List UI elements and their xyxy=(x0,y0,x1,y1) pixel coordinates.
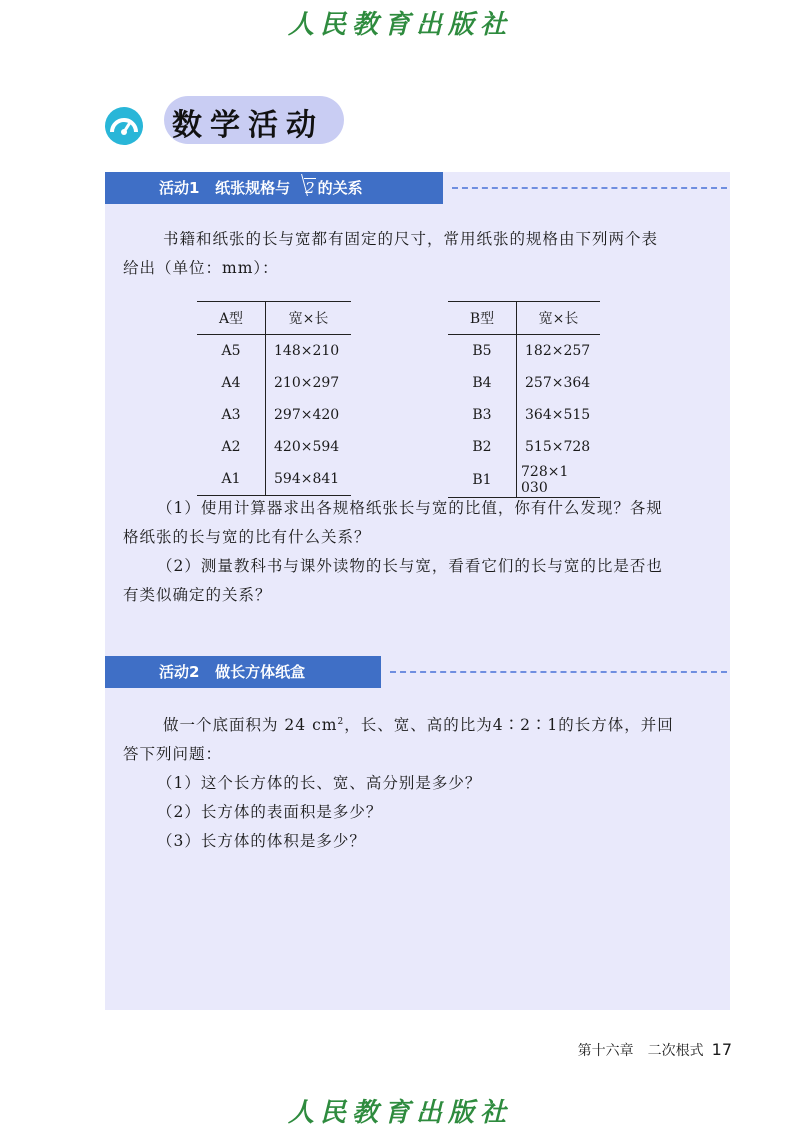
table-cell: A5 xyxy=(197,335,266,368)
section-header xyxy=(100,96,360,152)
activity2-intro-a: 做一个底面积为 24 cm xyxy=(163,716,338,735)
table-cell: 364×515 xyxy=(525,407,591,423)
table-cell: 182×257 xyxy=(525,343,591,359)
question2-line1: （2）测量教科书与课外读物的长与宽，看看它们的长与宽的比是否也 xyxy=(157,557,663,575)
table-cell: 728×1 030 xyxy=(517,463,601,498)
table-b-sizes xyxy=(448,301,600,498)
question2-line2: 有类似确定的关系？ xyxy=(123,586,272,604)
table-cell: B4 xyxy=(448,367,517,399)
table-b-header-type: B型 xyxy=(448,302,517,335)
question1-line2: 格纸张的长与宽的比有什么关系？ xyxy=(123,528,371,546)
table-cell: A4 xyxy=(197,367,266,399)
activity2-intro-b: ，长、宽、高的比为4∶2∶1的长方体，并回 xyxy=(344,716,674,735)
activity2-question2: （2）长方体的表面积是多少？ xyxy=(157,803,383,822)
activity2-intro-sup: 2 xyxy=(337,717,345,727)
activity1-intro-line2: 给出（单位：mm）： xyxy=(123,259,279,277)
activity1-questions xyxy=(123,494,723,610)
activity1-intro-line1: 书籍和纸张的长与宽都有固定的尺寸，常用纸张的规格由下列两个表 xyxy=(163,230,659,248)
section-title: 数学活动 xyxy=(172,108,324,143)
activity2-label: 活动2 xyxy=(159,663,200,681)
table-row xyxy=(448,335,600,368)
activity-icon xyxy=(104,106,144,146)
table-cell: 210×297 xyxy=(274,375,340,391)
table-a-sizes xyxy=(197,301,351,496)
table-cell: 148×210 xyxy=(274,343,340,359)
page-number: 17 xyxy=(711,1040,732,1059)
table-row xyxy=(197,367,351,399)
table-cell: 594×841 xyxy=(266,463,352,496)
publisher-logo-bottom: 人民教育出版社 xyxy=(287,1098,512,1128)
activity1-title-after: 的关系 xyxy=(317,179,363,197)
dashed-rule xyxy=(390,671,727,673)
table-row xyxy=(448,367,600,399)
table-a-header-size: 宽×长 xyxy=(266,302,352,335)
table-row xyxy=(197,335,351,368)
table-row xyxy=(197,463,351,496)
table-cell: 297×420 xyxy=(274,407,340,423)
table-cell: A3 xyxy=(197,399,266,431)
dashed-rule xyxy=(452,187,727,189)
table-cell: 420×594 xyxy=(274,439,340,455)
table-cell: 515×728 xyxy=(525,439,591,455)
activity2-question1: （1）这个长方体的长、宽、高分别是多少？ xyxy=(157,774,482,793)
table-row xyxy=(448,463,600,498)
table-row xyxy=(197,399,351,431)
table-cell: B5 xyxy=(448,335,517,368)
table-cell: B1 xyxy=(448,463,517,498)
activity2-header xyxy=(105,656,381,688)
chapter-title: 第十六章 二次根式 xyxy=(577,1043,704,1059)
activity2-content xyxy=(123,708,723,856)
table-cell: A2 xyxy=(197,431,266,463)
activity1-label: 活动1 xyxy=(159,179,200,197)
table-b-header-size: 宽×长 xyxy=(517,302,601,335)
table-row xyxy=(197,431,351,463)
sqrt-radicand: 2 xyxy=(305,179,315,197)
table-cell: B2 xyxy=(448,431,517,463)
activity1-header xyxy=(105,172,443,204)
table-row xyxy=(448,431,600,463)
sqrt-symbol xyxy=(292,172,316,204)
activity1-title-before: 纸张规格与 xyxy=(215,179,291,197)
page-footer xyxy=(560,1040,732,1060)
question1-line1: （1）使用计算器求出各规格纸张长与宽的比值，你有什么发现？各规 xyxy=(157,499,663,517)
table-cell: A1 xyxy=(197,463,266,496)
table-a-header-type: A型 xyxy=(197,302,266,335)
activity1-intro xyxy=(123,225,723,283)
table-cell: 257×364 xyxy=(525,375,591,391)
table-row xyxy=(448,399,600,431)
activity2-question3: （3）长方体的体积是多少？ xyxy=(157,832,366,851)
activity2-title: 做长方体纸盒 xyxy=(215,663,306,681)
publisher-logo-top: 人民教育出版社 xyxy=(287,10,512,40)
table-cell: B3 xyxy=(448,399,517,431)
activity2-intro-line2: 答下列问题： xyxy=(123,745,223,764)
